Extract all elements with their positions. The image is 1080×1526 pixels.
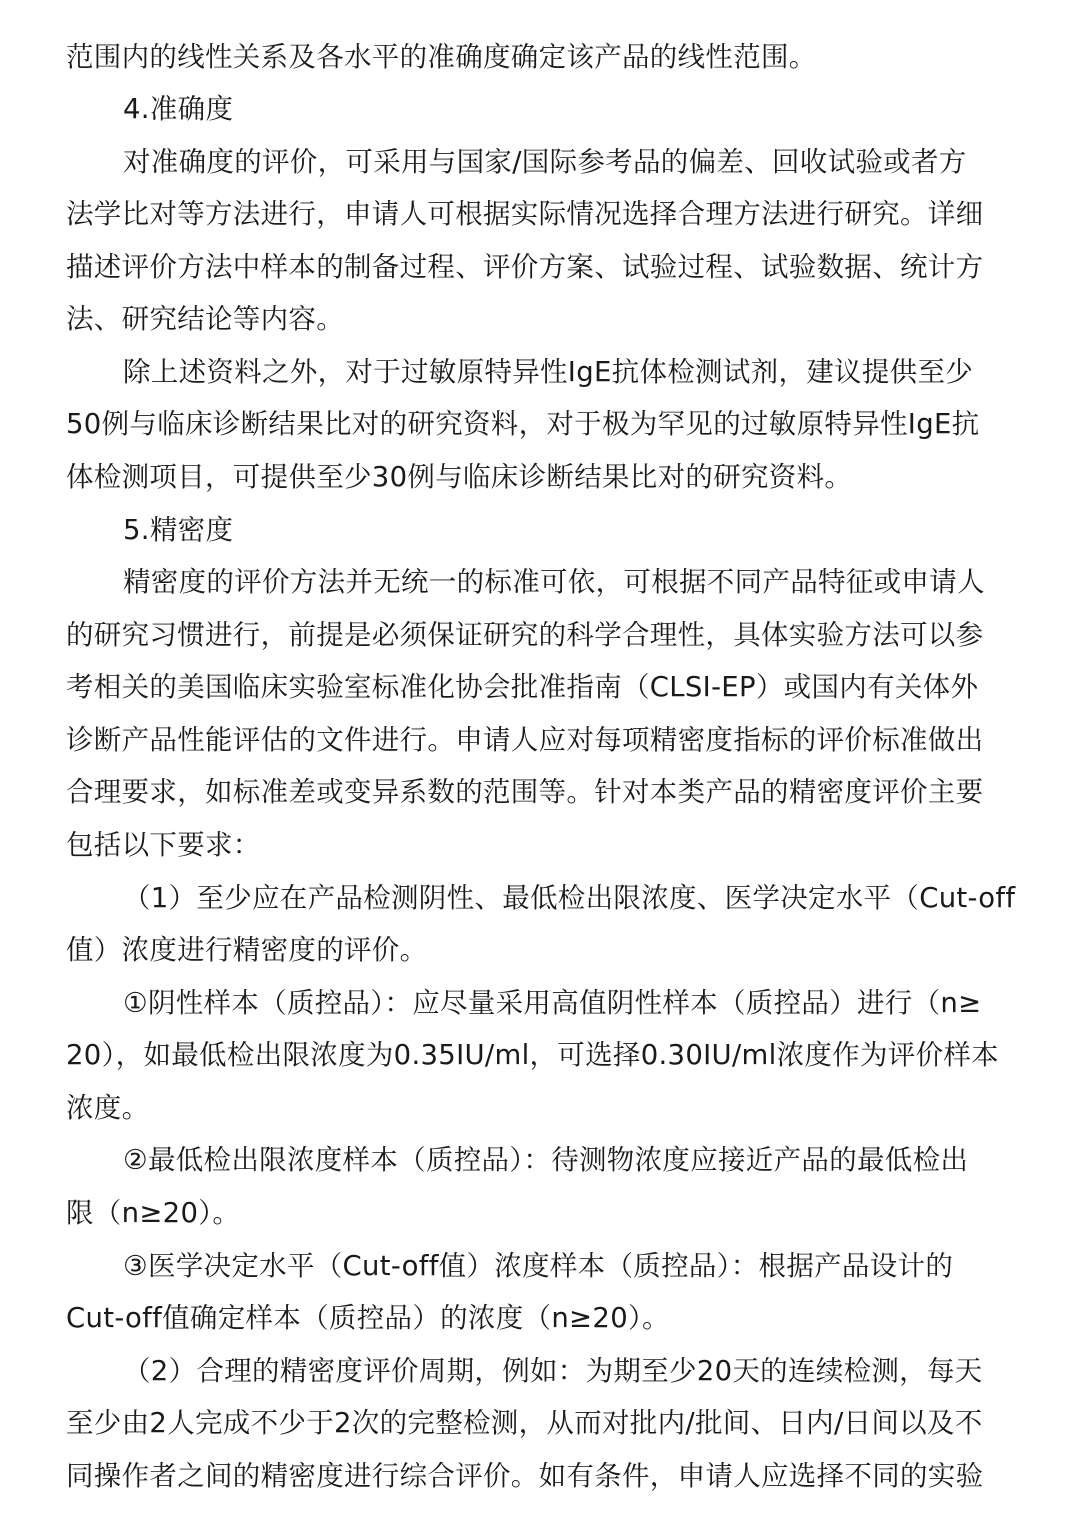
text-line: 50例与临床诊断结果比对的研究资料，对于极为罕见的过敏原特异性IgE抗: [66, 408, 980, 440]
text-line: ③医学决定水平（Cut-off值）浓度样本（质控品）：根据产品设计的: [123, 1250, 954, 1282]
text-line: 至少由2人完成不少于2次的完整检测，从而对批内/批间、日内/日间以及不: [66, 1407, 983, 1439]
text-line: Cut-off值确定样本（质控品）的浓度（n≥20）。: [66, 1302, 670, 1334]
text-line: 精密度的评价方法并无统一的标准可依，可根据不同产品特征或申请人: [123, 566, 985, 598]
text-line: 值）浓度进行精密度的评价。: [66, 934, 428, 966]
section-heading: 5.精密度: [123, 514, 234, 546]
text-line: 的研究习惯进行，前提是必须保证研究的科学合理性，具体实验方法可以参: [66, 619, 984, 651]
text-line: 20），如最低检出限浓度为0.35IU/ml，可选择0.30IU/ml浓度作为评价样本: [66, 1039, 999, 1071]
text-line: （2）合理的精密度评价周期，例如：为期至少20天的连续检测，每天: [123, 1355, 983, 1387]
text-line: 描述评价方法中样本的制备过程、评价方案、试验过程、试验数据、统计方: [66, 251, 984, 283]
text-line: 包括以下要求：: [66, 829, 261, 861]
text-line: 法学比对等方法进行，申请人可根据实际情况选择合理方法进行研究。详细: [66, 198, 984, 230]
text-line: 限（n≥20）。: [66, 1197, 241, 1229]
text-line: 对准确度的评价，可采用与国家/国际参考品的偏差、回收试验或者方: [123, 146, 967, 178]
text-line: 考相关的美国临床实验室标准化协会批准指南（CLSI-EP）或国内有关体外: [66, 671, 979, 703]
text-line: 合理要求，如标准差或变异系数的范围等。针对本类产品的精密度评价主要: [66, 776, 984, 808]
text-line: 范围内的线性关系及各水平的准确度确定该产品的线性范围。: [66, 41, 817, 73]
section-heading: 4.准确度: [123, 93, 234, 125]
text-line: 浓度。: [66, 1092, 150, 1124]
text-line: 法、研究结论等内容。: [66, 303, 344, 335]
text-line: ①阴性样本（质控品）：应尽量采用高值阴性样本（质控品）进行（n≥: [123, 987, 982, 1019]
text-line: （1）至少应在产品检测阴性、最低检出限浓度、医学决定水平（Cut-off: [123, 882, 1016, 914]
text-line: 同操作者之间的精密度进行综合评价。如有条件，申请人应选择不同的实验: [66, 1460, 984, 1492]
text-line: 除上述资料之外，对于过敏原特异性IgE抗体检测试剂，建议提供至少: [123, 356, 974, 388]
text-line: 诊断产品性能评估的文件进行。申请人应对每项精密度指标的评价标准做出: [66, 724, 984, 756]
text-line: 体检测项目，可提供至少30例与临床诊断结果比对的研究资料。: [66, 461, 853, 493]
text-line: ②最低检出限浓度样本（质控品）：待测物浓度应接近产品的最低检出: [123, 1144, 969, 1176]
